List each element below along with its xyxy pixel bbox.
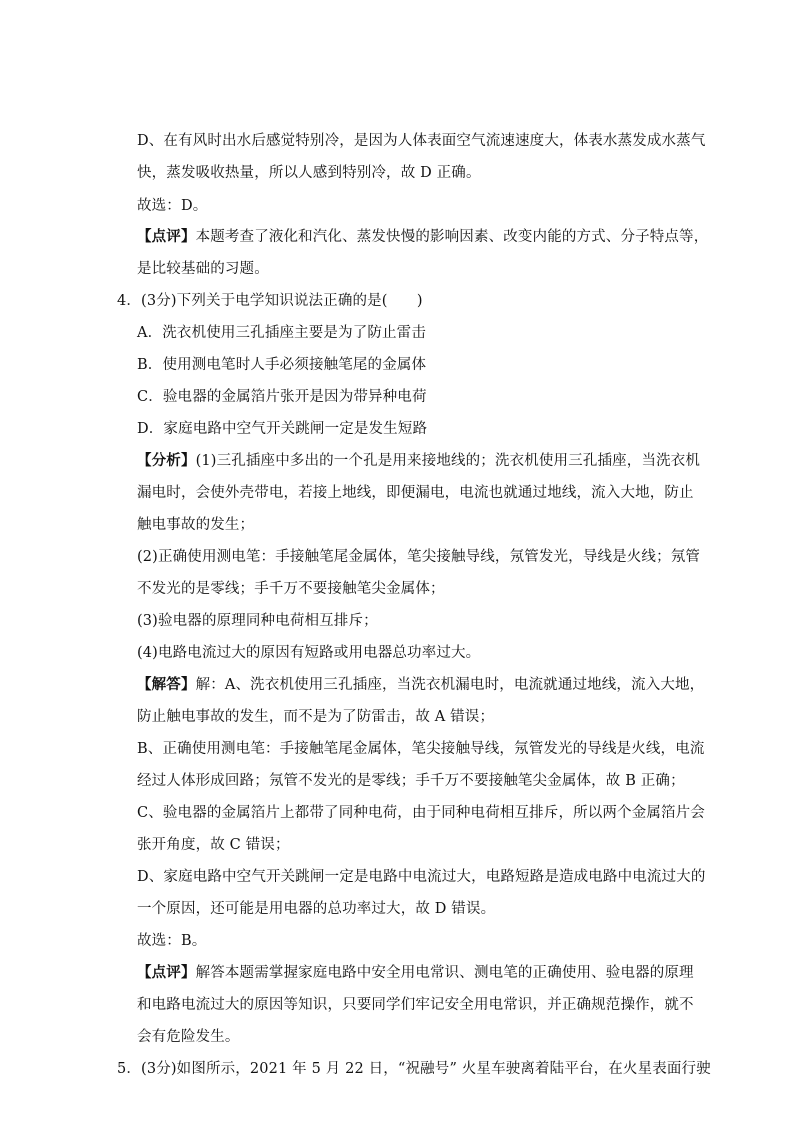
review-text: 解答本题需掌握家庭电路中安全用电常识、测电笔的正确使用、验电器的原理 — [195, 965, 694, 981]
prev-option-d-explanation-line1: D、在有风时出水后感觉特别冷，是因为人体表面空气流速速度大，体表水蒸发成水蒸气 — [137, 133, 706, 149]
solution-line5: C、验电器的金属箔片上都带了同种电荷，由于同种电荷相互排斥，所以两个金属箔片会 — [137, 805, 705, 821]
solution-line7: D、家庭电路中空气开关跳闸一定是电路中电流过大，电路短路是造成电路中电流过大的 — [137, 869, 706, 885]
analysis-line6: (3)验电器的原理同种电荷相互排斥； — [137, 613, 378, 629]
question-4-option-d: D．家庭电路中空气开关跳闸一定是发生短路 — [137, 421, 428, 437]
analysis-line4: (2)正确使用测电笔：手接触笔尾金属体，笔尖接触导线，氖管发光，导线是火线；氖管 — [137, 549, 701, 565]
solution-line2: 防止触电事故的发生，而不是为了防雷击，故 A 错误； — [137, 709, 495, 725]
solution-text: 解：A、洗衣机使用三孔插座，当洗衣机漏电时，电流就通过地线，流入大地， — [195, 677, 705, 693]
review-text: 本题考查了液化和汽化、蒸发快慢的影响因素、改变内能的方式、分子特点等， — [195, 229, 709, 245]
prev-review-line2: 是比较基础的习题。 — [137, 261, 269, 277]
prev-option-d-explanation-line2: 快，蒸发吸收热量，所以人感到特别冷，故 D 正确。 — [137, 165, 481, 181]
review-line2: 和电路电流过大的原因等知识，只要同学们牢记安全用电常识，并正确规范操作，就不 — [137, 997, 694, 1013]
analysis-tag: 【分析】 — [137, 452, 196, 469]
solution-tag: 【解答】 — [137, 676, 196, 693]
analysis-line2: 漏电时，会使外壳带电，若接上地线，即便漏电，电流也就通过地线，流入大地，防止 — [137, 485, 694, 501]
review-line3: 会有危险发生。 — [137, 1029, 240, 1045]
review-tag: 【点评】 — [137, 964, 196, 981]
analysis-line3: 触电事故的发生； — [137, 517, 255, 533]
review-tag: 【点评】 — [137, 228, 196, 245]
solution-line1 — [137, 675, 704, 695]
question-4-stem: 4．(3分)下列关于电学知识说法正确的是( ) — [117, 293, 423, 309]
prev-answer: 故选：D。 — [137, 198, 208, 214]
analysis-line5: 不发光的是零线；手千万不要接触笔尖金属体； — [137, 581, 445, 597]
solution-line6: 张开角度，故 C 错误； — [137, 837, 290, 853]
analysis-line7: (4)电路电流过大的原因有短路或用电器总功率过大。 — [137, 645, 481, 661]
analysis-text: (1)三孔插座中多出的一个孔是用来接地线的；洗衣机使用三孔插座，当洗衣机 — [195, 453, 701, 469]
solution-line4: 经过人体形成回路；氖管不发光的是零线；手千万不要接触笔尖金属体，故 B 正确； — [137, 773, 685, 789]
solution-line8: 一个原因，还可能是用电器的总功率过大，故 D 错误。 — [137, 901, 496, 917]
question-4-option-b: B．使用测电笔时人手必须接触笔尾的金属体 — [137, 357, 427, 373]
question-5-stem: 5．(3分)如图所示，2021 年 5 月 22 日，“祝融号” 火星车驶离着陆平台，在火星表面行驶 — [117, 1061, 711, 1077]
analysis-line1 — [137, 451, 700, 471]
review-line1 — [137, 963, 694, 983]
question-4-option-a: A．洗衣机使用三孔插座主要是为了防止雷击 — [137, 325, 426, 341]
solution-line3: B、正确使用测电笔：手接触笔尾金属体，笔尖接触导线，氖管发光的导线是火线，电流 — [137, 741, 705, 757]
question-4-answer: 故选：B。 — [137, 933, 207, 949]
question-4-option-c: C．验电器的金属箔片张开是因为带异种电荷 — [137, 389, 427, 405]
prev-review-line1 — [137, 227, 708, 247]
